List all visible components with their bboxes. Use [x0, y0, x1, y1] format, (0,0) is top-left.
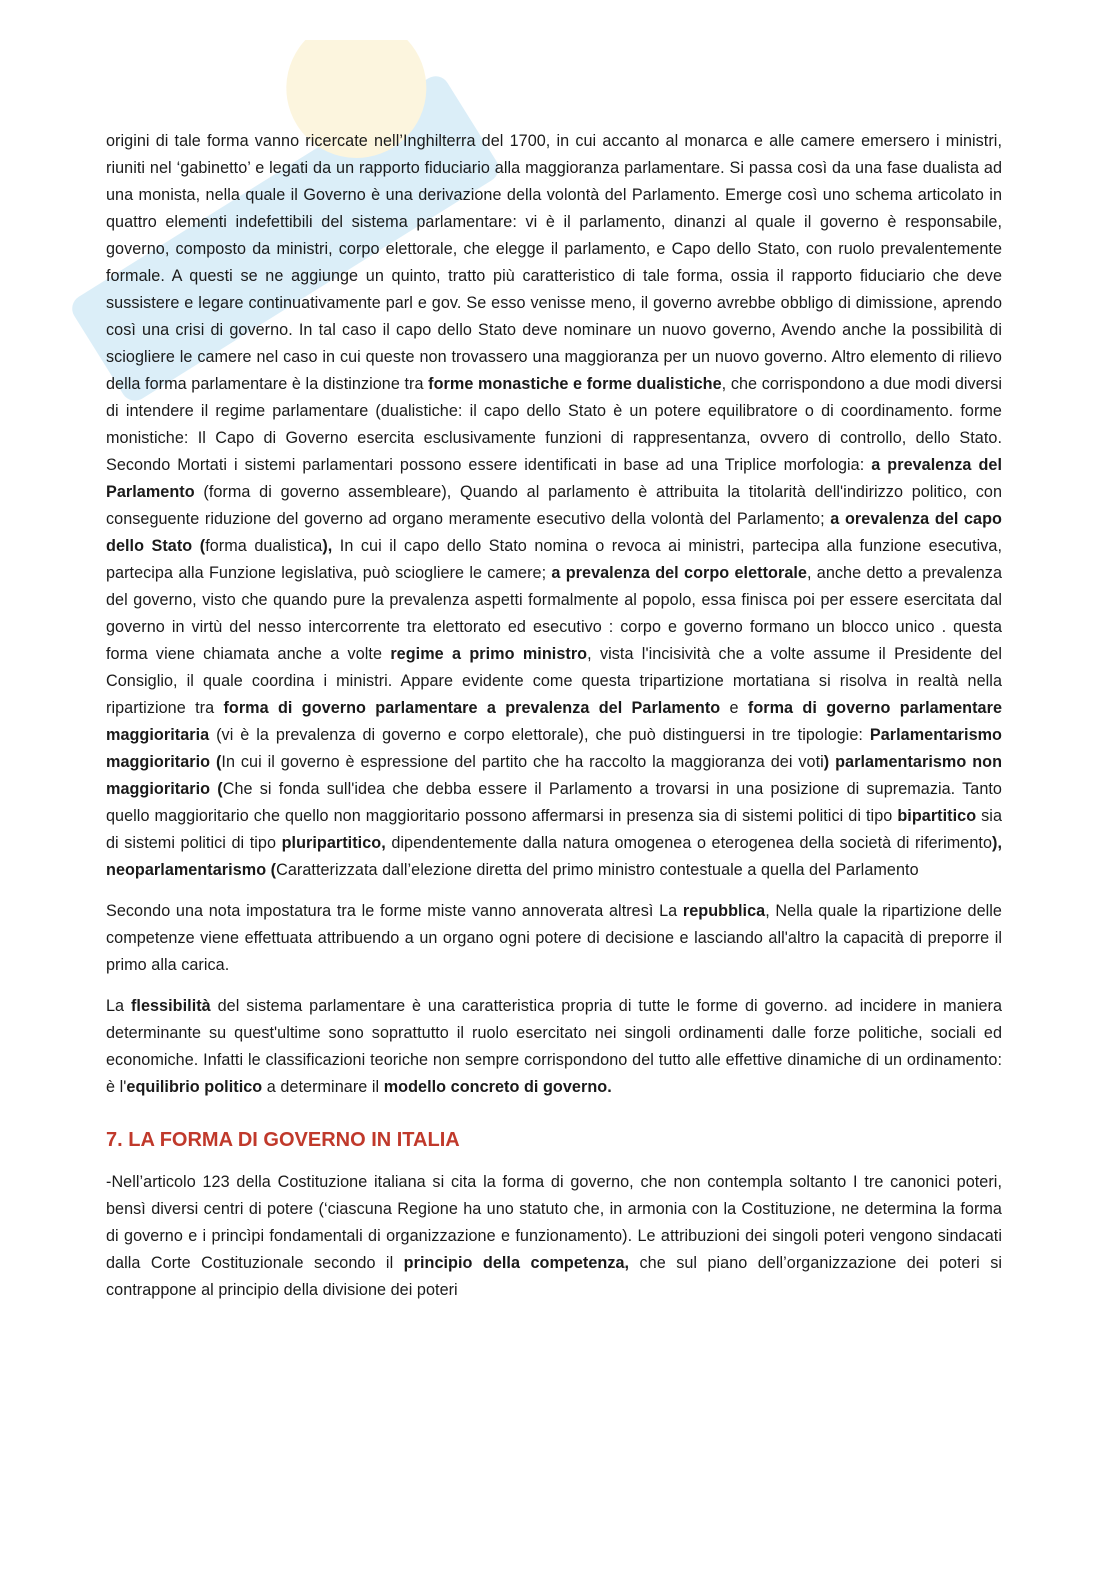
bold-term: ) parlamentarismo non maggioritario (: [106, 753, 1003, 798]
bold-term: Parlamentarismo maggioritario (: [106, 726, 1002, 771]
bold-term: pluripartitico,: [281, 834, 386, 852]
bold-term: ), neoparlamentarismo (: [106, 834, 1002, 879]
bold-term: equilibrio politico: [126, 1078, 263, 1096]
document-page: [106, 128, 1002, 1304]
bold-term: flessibilità: [130, 997, 211, 1015]
bold-term: forma di governo parlamentare a prevalenza del Parlamento: [223, 699, 721, 717]
paragraph-mixed-forms: [106, 898, 1002, 979]
paragraph-italian-government: [106, 1169, 1002, 1304]
bold-term: modello concreto di governo.: [383, 1078, 612, 1096]
bold-term: a orevalenza del capo dello Stato (: [106, 510, 1002, 555]
text-run: Caratterizzata dall’elezione diretta del primo ministro contestuale a quella del Parlamento: [276, 861, 919, 879]
text-run: (forma di governo assembleare), Quando al parlamento è attribuita la titolarità dell'indirizzo politico, con conseguente riduzione del governo ad organo meramente esecutivo della volontà del Parlamento;: [106, 483, 1002, 528]
text-run: Secondo una nota impostatura tra le forme miste vanno annoverata altresì La: [106, 902, 683, 920]
text-run: forma dualistica: [205, 537, 323, 555]
section-heading: 7. LA FORMA DI GOVERNO IN ITALIA: [106, 1129, 460, 1151]
text-run: In cui il governo è espressione del partito che ha raccolto la maggioranza dei voti: [221, 753, 824, 771]
text-run: del sistema parlamentare è una caratteristica propria di tutte le forme di governo. ad incidere in maniera determinante su quest'ultime sono soprattutto il ruolo esercitato nei singoli ordinamenti dalle forze politiche, sociali ed economiche. Infatti le classificazioni teoriche non sempre corrispondono del tutto alle effettive dinamiche di un ordinamento: è l': [106, 997, 1003, 1096]
text-run: (vi è la prevalenza di governo e corpo elettorale), che può distinguersi in tre tipologie:: [209, 726, 870, 744]
paragraph-flexibility: [106, 993, 1002, 1101]
text-run: , vista l'incisività che a volte assume il Presidente del Consiglio, il quale coordina i ministri. Appare evidente come questa tripartizione mortatiana si risolva in realtà nella ripartizione tra: [106, 645, 1003, 717]
bold-term: repubblica: [682, 902, 766, 920]
text-run: , che corrispondono a due modi diversi di intendere il regime parlamentare (dualistiche: il capo dello Stato è un potere equilibratore o di coordinamento. forme monistiche: Il Capo di Governo esercita esclusivamente funzioni di rappresentanza, ovvero di controllo, dello Stato. Secondo Mortati i sistemi parlamentari possono essere identificati in base ad una Triplice morfologia:: [106, 375, 1002, 474]
text-run: a determinare il: [262, 1078, 384, 1096]
paragraph-parliamentary-system: [106, 128, 1002, 884]
bold-term: regime a primo ministro: [390, 645, 588, 663]
bold-term: bipartitico: [897, 807, 977, 825]
text-run: origini di tale forma vanno ricercate nell’Inghilterra del 1700, in cui accanto al monarca e alle camere emersero i ministri, riuniti nel ‘gabinetto’ e legati da un rapporto fiduciario alla maggioranza parlamentare. Si passa così da una fase dualista ad una monista, nella quale il Governo è una derivazione della volontà del Parlamento. Emerge così uno schema articolato in quattro elementi indefettibili del sistema parlamentare: vi è il parlamento, dinanzi al quale il governo è responsabile, governo, composto da ministri, corpo elettorale, che elegge il parlamento, e Capo dello Stato, con ruolo prevalentemente formale. A questi se ne aggiunge un quinto, tratto più caratteristico di tale forma, ossia il rapporto fiduciario che deve sussistere e legare continuativamente parl e gov. Se esso venisse meno, il governo avrebbe obbligo di dimissione, aprendo così una crisi di governo. In tal caso il capo dello Stato deve nominare un nuovo governo, Avendo anche la possibilità di sciogliere le camere nel caso in cui queste non trovassero una maggioranza per un nuovo governo. Altro elemento di rilievo della forma parlamentare è la distinzione tra: [106, 132, 1002, 393]
bold-term: a prevalenza del corpo elettorale: [551, 564, 807, 582]
text-run: dipendentemente dalla natura omogenea o eterogenea della società di riferimento: [385, 834, 992, 852]
text-run: che sul piano dell’organizzazione dei poteri si contrappone al principio della divisione dei poteri: [106, 1254, 1003, 1299]
text-run: , anche detto a prevalenza del governo, visto che quando pure la prevalenza aspetti formalmente al popolo, essa finisca poi per essere esercitata dal governo in virtù del nesso intercorrente tra elettorato ed esecutivo : corpo e governo formano un blocco unico . questa forma viene chiamata anche a volte: [106, 564, 1002, 663]
bold-term: forme monastiche e forme dualistiche: [428, 375, 722, 393]
text-run: , Nella quale la ripartizione delle competenze viene effettuata attribuendo a un organo ogni potere di decisione e lasciando all'altro la capacità di preporre il primo alla carica.: [106, 902, 1002, 974]
bold-term: ),: [322, 537, 333, 555]
text-run: In cui il capo dello Stato nomina o revoca ai ministri, partecipa alla funzione esecutiva, partecipa alla Funzione legislativa, può sciogliere le camere;: [106, 537, 1003, 582]
text-run: e: [720, 699, 748, 717]
text-run: La: [106, 997, 131, 1015]
text-run: sia di sistemi politici di tipo: [106, 807, 1003, 852]
text-run: Che si fonda sull'idea che debba essere il Parlamento a trovarsi in una posizione di supremazia. Tanto quello maggioritario che quello non maggioritario possono affermarsi in presenza sia di sistemi politici di tipo: [106, 780, 1002, 825]
text-run: -Nell’articolo 123 della Costituzione italiana si cita la forma di governo, che non contempla soltanto I tre canonici poteri, bensì diversi centri di potere (‘ciascuna Regione ha uno statuto che, in armonia con la Costituzione, ne determina la forma di governo e i princìpi fondamentali di organizzazione e funzionamento). Le attribuzioni dei singoli poteri vengono sindacati dalla Corte Costituzionale secondo il: [106, 1173, 1002, 1272]
bold-term: a prevalenza del Parlamento: [106, 456, 1002, 501]
bold-term: forma di governo parlamentare maggioritaria: [106, 699, 1002, 744]
bold-term: principio della competenza,: [403, 1254, 630, 1272]
